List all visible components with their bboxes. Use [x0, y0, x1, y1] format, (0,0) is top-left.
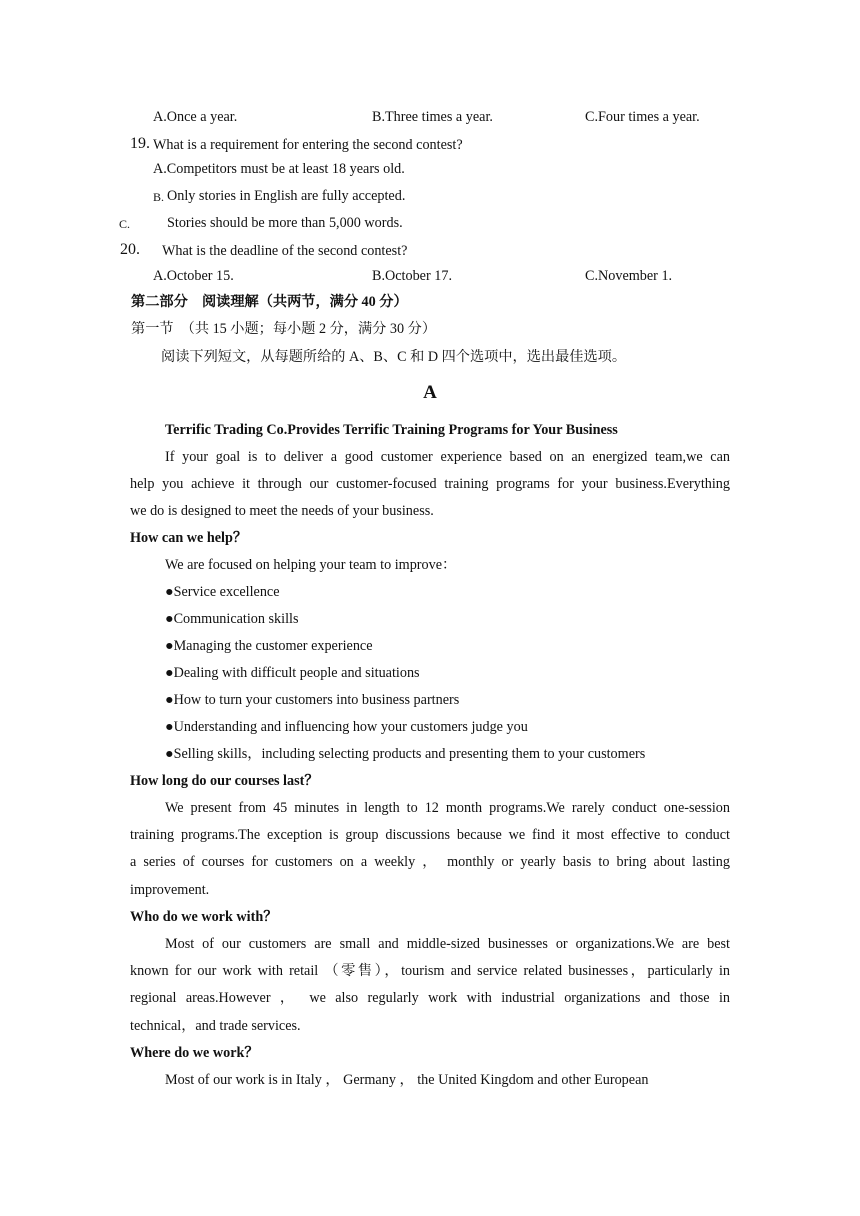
q19-option-b: Only stories in English are fully accepted. [167, 188, 406, 204]
bullet-item: ●How to turn your customers into business partners [165, 692, 460, 708]
p2-line-2: training programs.The exception is group discussions because we find it most effective to conduct [130, 827, 730, 843]
heading-how-can-we-help: How can we help？ [130, 530, 248, 546]
q20-option-c: C.November 1. [585, 268, 673, 284]
section1-title: 第一节 （共 15 小题；每小题 2 分，满分 30 分） [131, 321, 437, 337]
p2-line-1: We present from 45 minutes in length to 12 month programs.We rarely conduct one-session [165, 800, 730, 816]
heading-how-long: How long do our courses last？ [130, 773, 319, 789]
q20-option-a: A.October 15. [153, 268, 234, 284]
q19-question: What is a requirement for entering the second contest? [153, 137, 463, 153]
p4-line-1: Most of our work is in Italy ， Germany ， the United Kingdom and other European [165, 1072, 649, 1088]
q18-option-a: A.Once a year. [153, 109, 238, 125]
help-lead: We are focused on helping your team to improve： [165, 557, 457, 573]
bullet-item: ●Selling skills，including selecting products and presenting them to your customers [165, 746, 646, 762]
q18-option-b: B.Three times a year. [372, 109, 493, 125]
q19-number: 19. [130, 135, 150, 152]
part2-title: 第二部分 阅读理解（共两节，满分 40 分） [131, 294, 408, 310]
bullet-item: ●Communication skills [165, 611, 299, 627]
bullet-item: ●Understanding and influencing how your customers judge you [165, 719, 528, 735]
bullet-item: ●Service excellence [165, 584, 280, 600]
passage-letter: A [423, 382, 437, 403]
p3-line-1: Most of our customers are small and middle-sized businesses or organizations.We are best [165, 936, 730, 952]
bullet-item: ●Dealing with difficult people and situations [165, 665, 420, 681]
heading-who: Who do we work with？ [130, 909, 278, 925]
q19-option-c-label: C. [119, 217, 131, 231]
q20-number: 20. [120, 241, 140, 258]
q19-option-c: Stories should be more than 5,000 words. [167, 215, 403, 231]
q19-option-a: A.Competitors must be at least 18 years old. [153, 161, 405, 177]
passage-title: Terrific Trading Co.Provides Terrific Training Programs for Your Business [165, 422, 618, 438]
p2-line-4: improvement. [130, 882, 210, 898]
intro-line-2: help you achieve it through our customer-focused training programs for your business.Everything [130, 476, 730, 492]
p3-line-4: technical，and trade services. [130, 1018, 301, 1034]
q18-option-c: C.Four times a year. [585, 109, 700, 125]
intro-line-3: we do is designed to meet the needs of your business. [130, 503, 434, 519]
p3-line-3: regional areas.However ， we also regularly work with industrial organizations and those in [130, 990, 730, 1006]
bullet-item: ●Managing the customer experience [165, 638, 373, 654]
intro-line-1: If your goal is to deliver a good customer experience based on an energized team,we can [165, 449, 730, 465]
p3-line-2: known for our work with retail （零售），tourism and service related businesses，particularly in [130, 963, 730, 979]
heading-where: Where do we work？ [130, 1045, 259, 1061]
q20-option-b: B.October 17. [372, 268, 452, 284]
q20-question: What is the deadline of the second contest? [162, 243, 408, 259]
instruction: 阅读下列短文，从每题所给的 A、B、C 和 D 四个选项中，选出最佳选项。 [161, 349, 627, 365]
p2-line-3: a series of courses for customers on a weekly ， monthly or yearly basis to bring about lasting [130, 854, 730, 870]
q19-option-b-label: B. [153, 190, 165, 204]
